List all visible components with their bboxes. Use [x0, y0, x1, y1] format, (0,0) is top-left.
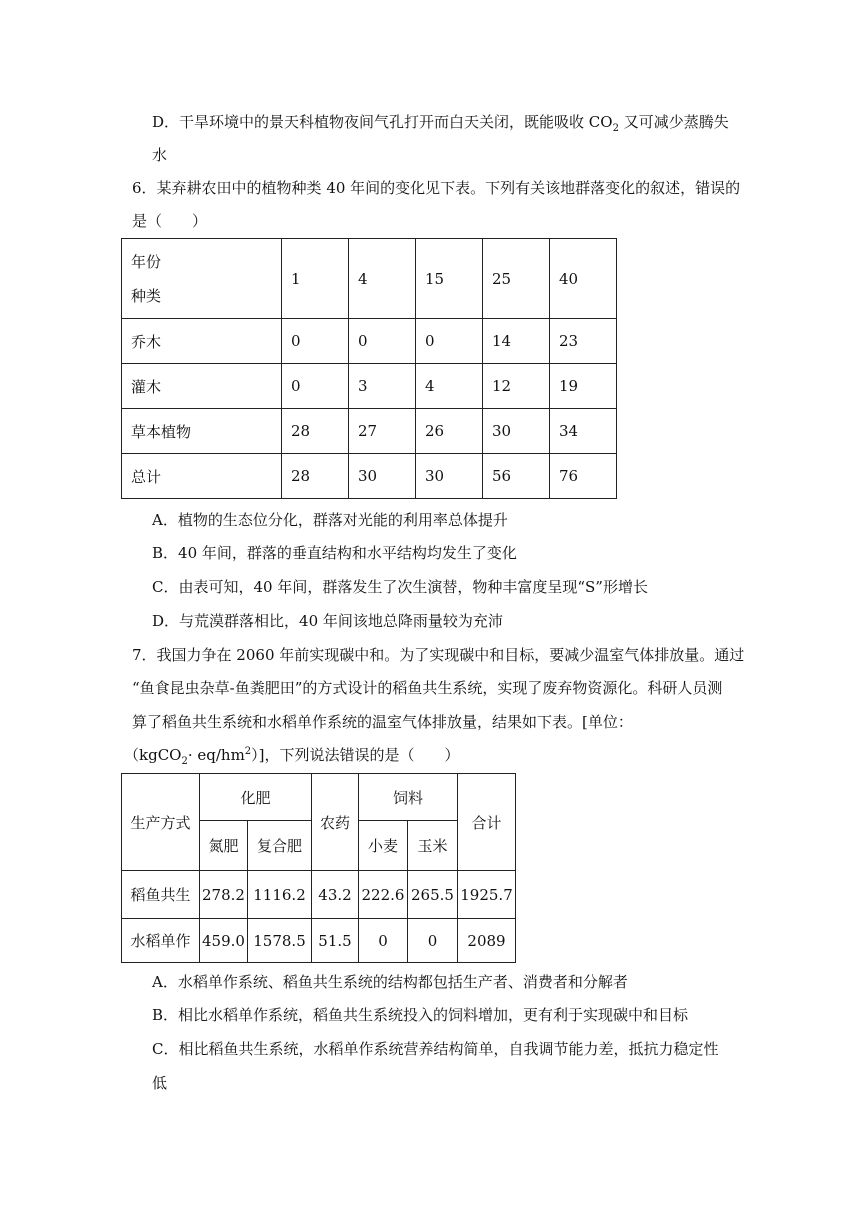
q6-cell: 0	[282, 364, 349, 409]
q7-cell: 1925.7	[458, 871, 516, 919]
q6-option-d: D．与荒漠群落相比，40 年间该地总降雨量较为充沛	[152, 612, 503, 630]
q7-header-fertilizer: 化肥	[200, 774, 312, 821]
q7-cell: 459.0	[200, 919, 248, 963]
q7-header-nitrogen: 氮肥	[200, 821, 248, 871]
q7-header-compound: 复合肥	[248, 821, 312, 871]
q6-cell: 3	[349, 364, 416, 409]
table-row	[122, 364, 617, 409]
q7-header-pesticide: 农药	[312, 774, 359, 871]
q6-row-label: 乔木	[122, 319, 282, 364]
q7-stem-line1: 7．我国力争在 2060 年前实现碳中和。为了实现碳中和目标，要减少温室气体排放量。通过	[132, 646, 745, 664]
table-row	[122, 319, 617, 364]
q6-cell: 56	[483, 454, 550, 499]
q7-stem-line3: 算了稻鱼共生系统和水稻单作系统的温室气体排放量，结果如下表。[单位：	[132, 713, 633, 731]
q6-cell: 30	[416, 454, 483, 499]
q6-table-corner-header	[122, 239, 282, 319]
q7-row-label: 稻鱼共生	[122, 871, 200, 919]
q6-row-label: 草本植物	[122, 409, 282, 454]
q7-cell: 0	[408, 919, 458, 963]
q6-cell: 30	[349, 454, 416, 499]
table-row	[122, 409, 617, 454]
q6-cell: 23	[550, 319, 617, 364]
q6-cell: 34	[550, 409, 617, 454]
q6-cell: 0	[349, 319, 416, 364]
q6-cell: 26	[416, 409, 483, 454]
q6-stem-line1: 6．某弃耕农田中的植物种类 40 年间的变化见下表。下列有关该地群落变化的叙述，错误的	[132, 179, 741, 197]
q7-unit-line: （kgCO$_2$· $eq/hm^2$）]，下列说法错误的是（ ）	[124, 746, 460, 767]
q7-cell: 0	[359, 919, 408, 963]
q6-cell: 12	[483, 364, 550, 409]
q7-header-feed: 饲料	[359, 774, 458, 821]
q6-cell: 28	[282, 454, 349, 499]
q6-cell: 28	[282, 409, 349, 454]
q6-year-cell: 25	[483, 239, 550, 319]
q7-stem-line2: “鱼食昆虫杂草-鱼粪肥田”的方式设计的稻鱼共生系统，实现了废弃物资源化。科研人员测	[132, 679, 723, 697]
q7-cell: 1578.5	[248, 919, 312, 963]
q7-cell: 265.5	[408, 871, 458, 919]
q7-header-corn: 玉米	[408, 821, 458, 871]
q7-option-b: B．相比水稻单作系统，稻鱼共生系统投入的饲料增加，更有利于实现碳中和目标	[152, 1006, 689, 1024]
q6-row-label: 灌木	[122, 364, 282, 409]
q6-cell: 4	[416, 364, 483, 409]
q7-row-label: 水稻单作	[122, 919, 200, 963]
table-row	[122, 871, 516, 919]
table-row	[122, 919, 516, 963]
q6-year-cell: 1	[282, 239, 349, 319]
q7-option-c-line2: 低	[152, 1074, 168, 1092]
q6-option-b: B．40 年间，群落的垂直结构和水平结构均发生了变化	[152, 544, 517, 562]
q6-header-year: 年份	[131, 252, 162, 271]
q6-year-cell: 4	[349, 239, 416, 319]
q6-cell: 19	[550, 364, 617, 409]
q7-emission-table	[121, 773, 516, 963]
q7-header-total: 合计	[458, 774, 516, 871]
q7-cell: 2089	[458, 919, 516, 963]
q6-plant-species-table	[121, 238, 617, 499]
q6-option-c: C．由表可知，40 年间，群落发生了次生演替，物种丰富度呈现“S”形增长	[152, 578, 648, 596]
q7-header-mode: 生产方式	[122, 774, 200, 871]
q6-row-label: 总计	[122, 454, 282, 499]
q6-header-kind: 种类	[131, 286, 162, 305]
q6-cell: 0	[282, 319, 349, 364]
q6-year-cell: 15	[416, 239, 483, 319]
q7-cell: 1116.2	[248, 871, 312, 919]
q6-cell: 14	[483, 319, 550, 364]
q6-cell: 76	[550, 454, 617, 499]
table-row	[122, 454, 617, 499]
q6-year-cell: 40	[550, 239, 617, 319]
q7-cell: 51.5	[312, 919, 359, 963]
q7-option-c-line1: C．相比稻鱼共生系统，水稻单作系统营养结构简单，自我调节能力差，抵抗力稳定性	[152, 1040, 719, 1058]
q7-cell: 43.2	[312, 871, 359, 919]
q6-stem-line2: 是（ ）	[132, 212, 208, 230]
q7-option-a: A．水稻单作系统、稻鱼共生系统的结构都包括生产者、消费者和分解者	[152, 973, 628, 991]
q6-cell: 0	[416, 319, 483, 364]
q5-option-d-line1: D．干旱环境中的景天科植物夜间气孔打开而白天关闭，既能吸收 $CO_2$ 又可减少蒸腾失	[152, 113, 729, 134]
q6-cell: 27	[349, 409, 416, 454]
q5-option-d-line2: 水	[152, 146, 168, 164]
q7-cell: 222.6	[359, 871, 408, 919]
q6-option-a: A．植物的生态位分化，群落对光能的利用率总体提升	[152, 511, 508, 529]
q6-cell: 30	[483, 409, 550, 454]
q7-cell: 278.2	[200, 871, 248, 919]
q7-header-wheat: 小麦	[359, 821, 408, 871]
